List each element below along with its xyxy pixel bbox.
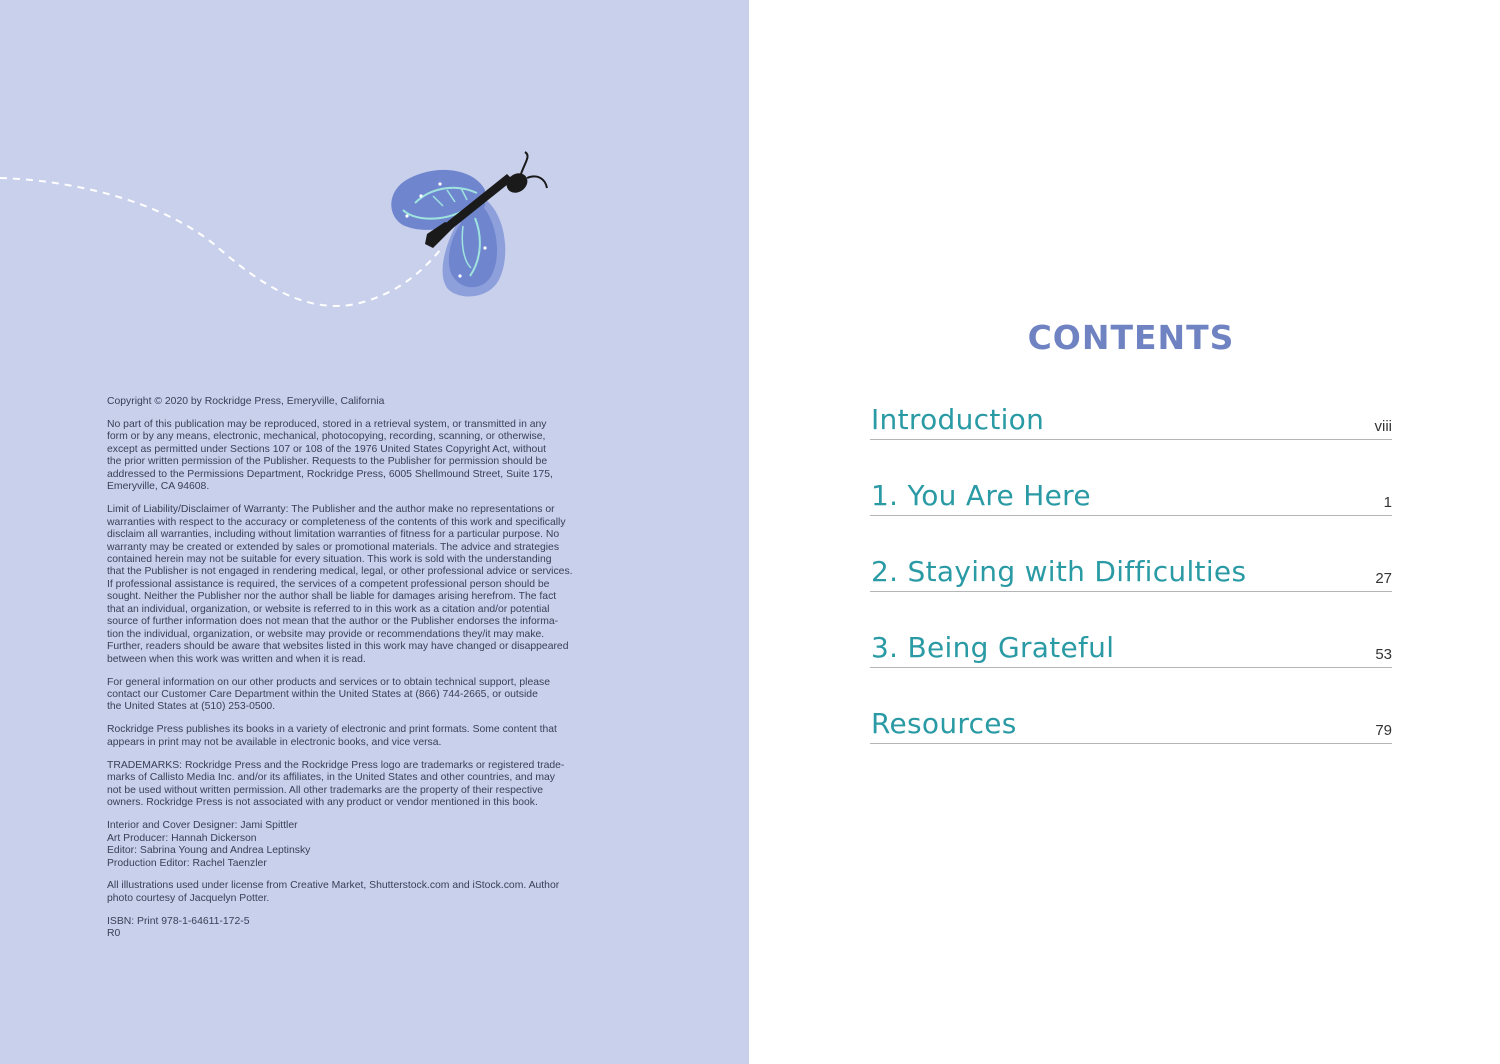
contents-title: CONTENTS bbox=[1027, 318, 1235, 357]
toc-entry-page: 53 bbox=[1375, 646, 1392, 663]
toc-entry-page: viii bbox=[1374, 418, 1392, 435]
copyright-page bbox=[0, 0, 749, 1064]
isbn: ISBN: Print 978-1-64611-172-5 R0 bbox=[107, 915, 250, 940]
toc-entry-chapter-2[interactable] bbox=[870, 552, 1392, 592]
toc-entry-label: 1. You Are Here bbox=[871, 479, 1091, 512]
table-of-contents bbox=[870, 400, 1392, 780]
toc-entry-label: Introduction bbox=[871, 403, 1045, 436]
copyright-line: Copyright © 2020 by Rockridge Press, Emeryville, California bbox=[107, 396, 385, 407]
illustration-credits: All illustrations used under license from Creative Market, Shutterstock.com and iStock.com. Author photo courtesy of Jacquelyn Potter. bbox=[107, 880, 560, 904]
copyright-notice bbox=[107, 396, 635, 951]
liability-disclaimer: Limit of Liability/Disclaimer of Warranty: The Publisher and the author make no representations or warranties with respect to the accuracy or completeness of the contents of this work and specifically disclaim all warranties, including without limitation warranties of fitness for a particular purpose. No warranty may be created or extended by sales or promotional materials. The advice and strategies contained herein may not be suitable for every situation. This work is sold with the understanding that the Publisher is not engaged in rendering medical, legal, or other professional advice or services. If professional assistance is required, the services of a competent professional person should be sought. Neither the Publisher nor the author shall be liable for damages arising herefrom. The fact that an individual, organization, or website is referred to in this work as a citation and/or potential source of further information does not mean that the author or the Publisher endorses the informa- tion the individual, organization, or website may provide or recommendations they/it may make. Further, readers should be aware that websites listed in this work may have changed or disappeared between when this work was written and when it is read. bbox=[107, 504, 573, 665]
credits: Interior and Cover Designer: Jami Spittler Art Producer: Hannah Dickerson Editor: Sabrina Young and Andrea Leptinsky Production Editor: Rachel Taenzler bbox=[107, 820, 311, 869]
toc-entry-chapter-1[interactable] bbox=[870, 476, 1392, 516]
toc-entry-resources[interactable] bbox=[870, 704, 1392, 744]
toc-entry-introduction[interactable] bbox=[870, 400, 1392, 440]
toc-entry-page: 1 bbox=[1383, 494, 1392, 511]
trademarks-notice: TRADEMARKS: Rockridge Press and the Rockridge Press logo are trademarks or registered trade- marks of Callisto Media Inc. and/or its affiliates, in the United States and other countries, and may not be used without written permission. All other trademarks are the property of their respective owners. Rockridge Press is not associated with any product or vendor mentioned in this book. bbox=[107, 759, 565, 809]
formats-notice: Rockridge Press publishes its books in a variety of electronic and print formats. Some content that appears in print may not be available in electronic books, and vice versa. bbox=[107, 724, 557, 748]
customer-care-info: For general information on our other products and services or to obtain technical support, please contact our Customer Care Department within the United States at (866) 744-2665, or outside the United States at (510) 253-0500. bbox=[107, 676, 551, 713]
toc-entry-page: 79 bbox=[1375, 722, 1392, 739]
toc-entry-chapter-3[interactable] bbox=[870, 628, 1392, 668]
reproduction-notice: No part of this publication may be reproduced, stored in a retrieval system, or transmitted in any form or by any means, electronic, mechanical, photocopying, recording, scanning, or otherwise, except as permitted under Sections 107 or 108 of the 1976 United States Copyright Act, without the prior written permission of the Publisher. Requests to the Publisher for permission should be addressed to the Permissions Department, Rockridge Press, 6005 Shellmound Street, Suite 175, Emeryville, CA 94608. bbox=[107, 418, 553, 493]
toc-entry-page: 27 bbox=[1375, 570, 1392, 587]
moth-icon bbox=[385, 148, 555, 303]
toc-entry-label: 3. Being Grateful bbox=[871, 631, 1115, 664]
toc-entry-label: Resources bbox=[871, 707, 1017, 740]
toc-entry-label: 2. Staying with Difficulties bbox=[871, 555, 1247, 588]
